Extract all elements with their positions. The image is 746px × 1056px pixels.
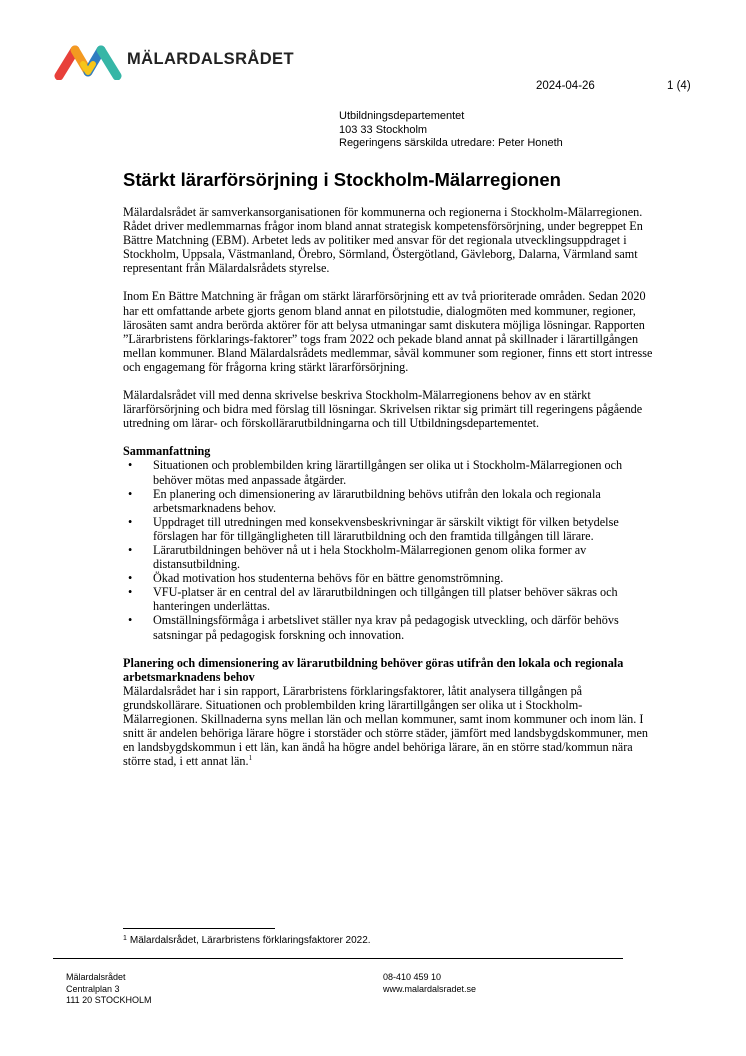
footer-phone: 08-410 459 10 <box>383 972 442 982</box>
footnote-number: 1 <box>123 935 127 942</box>
bullet-icon: • <box>128 613 133 628</box>
bullet-icon: • <box>128 458 133 473</box>
footer-contact <box>383 972 476 995</box>
list-item: • En planering och dimensionering av lärarutbildning behövs utifrån den lokala och regionala arbetsmarknadens behov. <box>128 486 601 515</box>
footer-city: 111 20 STOCKHOLM <box>66 995 152 1005</box>
list-item: • Situationen och problembilden kring lärartillgången ser olika ut i Stockholm-Mälarregionen och behöver mötas med anpassade åtgärder. <box>128 458 623 487</box>
recipient-line: Regeringens särskilda utredare: Peter Honeth <box>339 137 563 149</box>
bullet-icon: • <box>128 571 133 586</box>
body-paragraph: Mälardalsrådet har i sin rapport, Lärarbristens förklaringsfaktorer, låtit analysera tillgången på grundskollärare. Situationen och problembilden kring lärartillgången ser olika ut i Stockholm-Mälarregionen. Skillnaderna syns mellan län och mellan kommuner, samt inom kommuner och inom län. I snitt är andelen behöriga lärare högre i storstäder och större städer, jämfört med landsbygdskommuner, men en landsbygdskommun i ett län, kan ändå ha högre andel behöriga lärare, än en större stad/kommun nära större stad, i ett annat län.$^1$ <box>123 683 648 769</box>
logo-text: MÄLARDALSRÅDET <box>127 50 294 68</box>
list-item: • VFU-platser är en central del av lärarutbildningen och tillgången till platser behöver säkras och hanteringen underlättas. <box>128 585 618 614</box>
body-paragraph: Mälardalsrådet vill med denna skrivelse beskriva Stockholm-Mälarregionens behov av en stärkt lärarförsörjning och bidra med förslag till lösningar. Skrivelsen riktar sig primärt till regeringens pågående utredning om lärar- och förskollärarutbildningarna och till Utbildningsdepartementet. <box>123 388 643 431</box>
section-heading-summary: Sammanfattning <box>123 444 211 459</box>
footer-website-link[interactable]: www.malardalsradet.se <box>383 983 477 994</box>
page-number: 1 (4) <box>667 80 691 92</box>
document-date: 2024-04-26 <box>536 80 595 92</box>
footnote-reference[interactable]: 1 <box>248 754 253 763</box>
malardalsradet-logo-icon <box>53 42 123 80</box>
recipient-line: Utbildningsdepartementet <box>339 110 465 122</box>
document-body <box>123 205 653 768</box>
footnote <box>123 935 371 946</box>
footer-street: Centralplan 3 <box>66 983 120 994</box>
bullet-icon: • <box>128 585 133 600</box>
list-item: • Lärarutbildningen behöver nå ut i hela Stockholm-Mälarregionen genom olika former av distansutbildning. <box>128 542 587 572</box>
footnote-text: Mälardalsrådet, Lärarbristens förklaringsfaktorer 2022. <box>129 935 371 946</box>
footer-org: Mälardalsrådet <box>66 972 126 982</box>
bullet-icon: • <box>128 542 133 557</box>
footnote-divider <box>123 928 275 929</box>
footer-divider <box>53 958 623 959</box>
document-title: Stärkt lärarförsörjning i Stockholm-Mälarregionen <box>123 169 561 190</box>
summary-list <box>123 458 653 641</box>
recipient-line: 103 33 Stockholm <box>339 123 428 136</box>
list-item: • Ökad motivation hos studenterna behövs för en bättre genomströmning. <box>128 571 504 586</box>
footer-address <box>66 972 152 1007</box>
body-paragraph: Inom En Bättre Matchning är frågan om stärkt lärarförsörjning ett av två prioriterade områden. Sedan 2020 har ett omfattande arbete gjorts genom bland annat en pilotstudie, dialogmöten med kommuner, regioner, lärosäten samt andra berörda aktörer för att belysa utmaningar samt diskutera möjliga lösningar. Rapporten ”Lärarbristens förklarings-faktorer” togs fram 2022 och pekade bland annat på skillnader i lärartillgången mellan kommuner. Bland Mälardalsrådets medlemmar, såväl kommuner som regioner, finns ett stort intresse och engagemang för frågorna kring stärkt lärarförsörjning. <box>123 289 653 374</box>
bullet-icon: • <box>128 514 133 529</box>
section-heading-planning: Planering och dimensionering av lärarutbildning behöver göras utifrån den lokala och regionala arbetsmarknadens behov <box>123 655 624 684</box>
body-paragraph: Mälardalsrådet är samverkansorganisationen för kommunerna och regionerna i Stockholm-Mälarregionen. Rådet driver medlemmarnas frågor inom bland annat strategisk kompetensförsörjning, under begreppet En Bättre Matchning (EBM). Arbetet leds av politiker med ansvar för det regionala utvecklingsuppdraget i Stockholm, Uppsala, Västmanland, Örebro, Sörmland, Östergötland, Gävleborg, Dalarna, Värmland samt representant från Mälardalsrådets styrelse. <box>123 205 643 276</box>
list-item: • Omställningsförmåga i arbetslivet ställer nya krav på pedagogisk utveckling, och därför behövs satsningar på pedagogisk forskning och innovation. <box>128 613 619 642</box>
bullet-icon: • <box>128 486 133 501</box>
recipient-address <box>339 110 563 151</box>
list-item: • Uppdraget till utredningen med konsekvensbeskrivningar är särskilt viktigt för vilken betydelse förslagen har för tillgängligheten till lärarutbildning och den framtida tillgången till lärare. <box>128 514 619 543</box>
